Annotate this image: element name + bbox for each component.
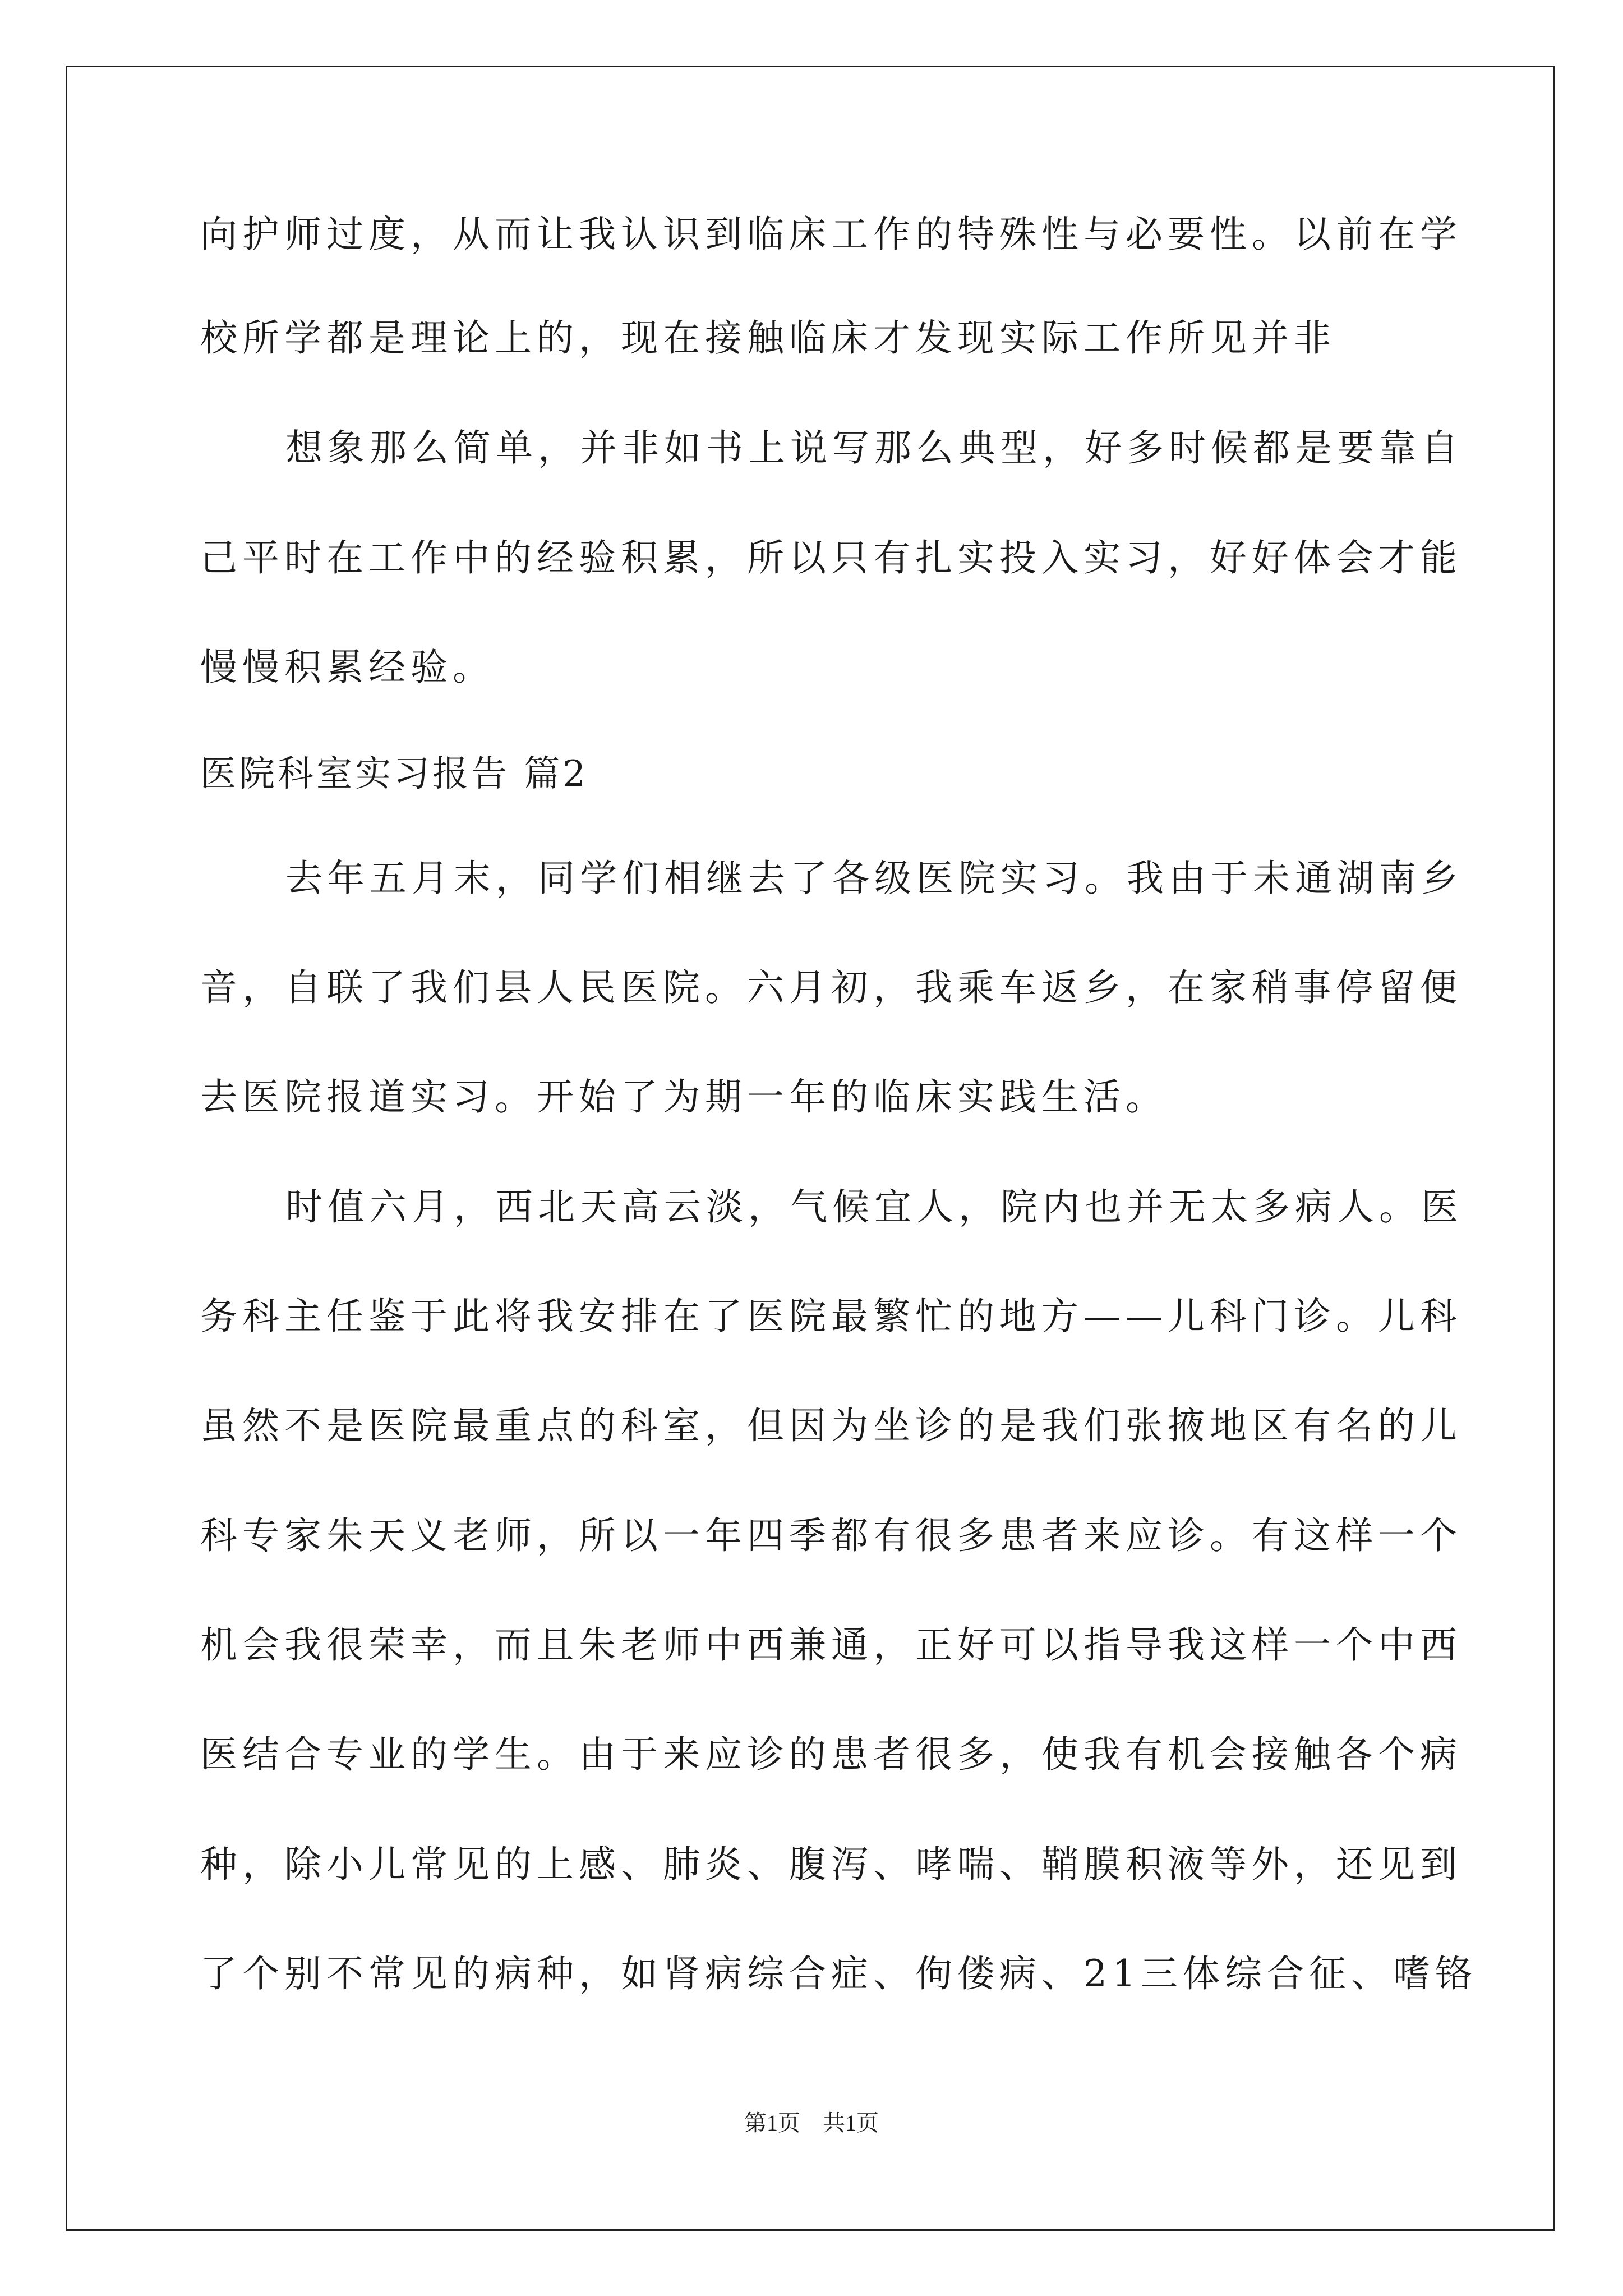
text-line: 了个别不常见的病种，如肾病综合症、佝偻病、21三体综合征、嗜铬	[200, 1952, 1477, 1995]
text-line: 想象那么简单，并非如书上说写那么典型，好多时候都是要靠自	[285, 426, 1463, 470]
text-line: 去医院报道实习。开始了为期一年的临床实践生活。	[200, 1075, 1168, 1119]
text-line: 慢慢积累经验。	[200, 646, 495, 689]
text-line: 科专家朱天义老师，所以一年四季都有很多患者来应诊。有这样一个	[200, 1514, 1462, 1557]
text-line: 种，除小儿常见的上感、肺炎、腹泻、哮喘、鞘膜积液等外，还见到	[200, 1843, 1462, 1886]
text-line: 医结合专业的学生。由于来应诊的患者很多，使我有机会接触各个病	[200, 1733, 1462, 1776]
page-border	[66, 66, 1555, 2231]
text-line: 音，自联了我们县人民医院。六月初，我乘车返乡，在家稍事停留便	[200, 966, 1462, 1009]
text-line: 向护师过度，从而让我认识到临床工作的特殊性与必要性。以前在学	[200, 213, 1462, 256]
text-line: 时值六月，西北天高云淡，气候宜人，院内也并无太多病人。医	[285, 1185, 1463, 1228]
page-number-footer: 第1页 共1页	[744, 2110, 879, 2136]
text-line: 校所学都是理论上的，现在接触临床才发现实际工作所见并非	[200, 316, 1336, 360]
text-line: 去年五月末，同学们相继去了各级医院实习。我由于未通湖南乡	[285, 857, 1463, 900]
text-line: 务科主任鉴于此将我安排在了医院最繁忙的地方——儿科门诊。儿科	[200, 1295, 1462, 1338]
text-line: 己平时在工作中的经验积累，所以只有扎实投入实习，好好体会才能	[200, 536, 1462, 579]
section-heading: 医院科室实习报告 篇2	[200, 753, 589, 795]
text-line: 机会我很荣幸，而且朱老师中西兼通，正好可以指导我这样一个中西	[200, 1623, 1462, 1667]
text-line: 虽然不是医院最重点的科室，但因为坐诊的是我们张掖地区有名的儿	[200, 1404, 1462, 1447]
